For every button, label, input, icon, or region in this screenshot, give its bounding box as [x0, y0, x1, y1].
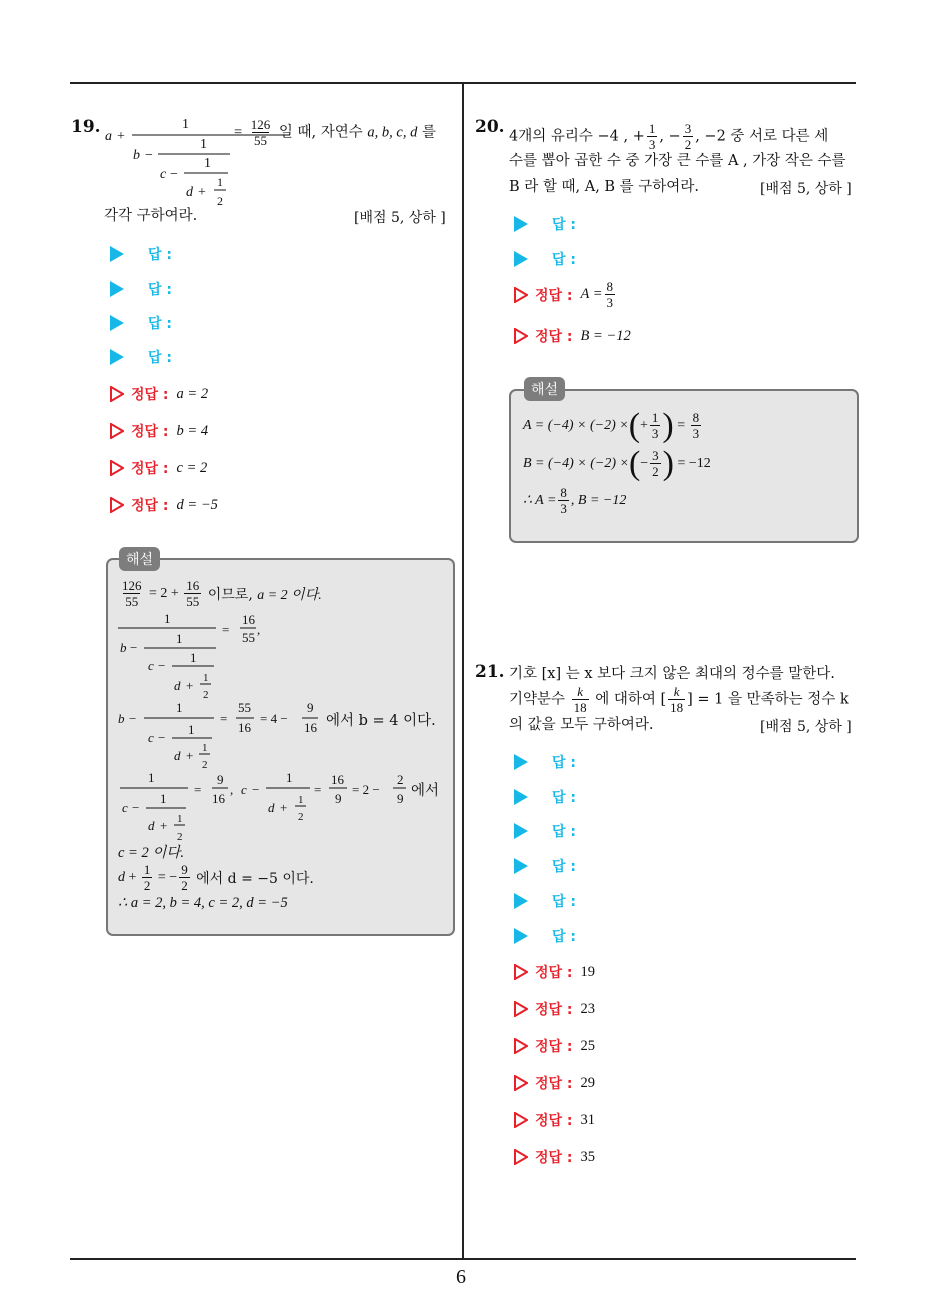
play-icon	[514, 789, 528, 805]
outline-triangle-icon	[514, 1075, 528, 1091]
svg-text:1: 1	[148, 770, 155, 785]
outline-triangle-icon	[514, 1112, 528, 1128]
svg-text:2: 2	[397, 772, 404, 787]
svg-text:1: 1	[176, 700, 183, 715]
q19-correct-4: 정답 : d = −5	[110, 495, 218, 515]
svg-text:2: 2	[202, 759, 208, 771]
svg-text:=: =	[194, 782, 202, 797]
q20-solution-line1: A = (−4) × (−2) × ( + $\frac{1}{3}$ ) = $\frac{8}{3}$	[523, 406, 700, 444]
play-icon	[110, 281, 124, 297]
svg-text:1: 1	[188, 722, 195, 737]
svg-text:= 2 −: = 2 −	[352, 782, 380, 797]
q19-line2: 각각 구하여라.	[104, 208, 198, 224]
q21-answer-slot-5[interactable]: 답 :	[514, 891, 576, 911]
q19-solution-line2	[114, 610, 274, 705]
svg-text:d: d	[186, 185, 193, 200]
play-icon	[110, 315, 124, 331]
svg-text:c: c	[148, 658, 154, 673]
q21-correct-1: 정답 : 19	[514, 962, 595, 982]
q20-correct-1: 정답 : A = $\frac{8}{3}$	[514, 279, 617, 310]
svg-text:−: −	[158, 658, 166, 673]
svg-text:2: 2	[177, 831, 183, 843]
svg-text:1: 1	[217, 175, 223, 189]
outline-triangle-icon	[110, 423, 124, 439]
q19-solution-line5: c = 2 이다.	[118, 845, 184, 861]
svg-text:−: −	[145, 148, 153, 163]
play-icon	[514, 251, 528, 267]
play-icon	[514, 216, 528, 232]
q20-line3: B 라 할 때, A, B 를 구하여라.	[509, 179, 699, 195]
svg-text:1: 1	[160, 791, 167, 806]
svg-text:b: b	[118, 711, 125, 726]
outline-triangle-icon	[514, 964, 528, 980]
q21-correct-4: 정답 : 29	[514, 1073, 595, 1093]
svg-text:=: =	[220, 711, 228, 726]
q21-answer-slot-6[interactable]: 답 :	[514, 926, 576, 946]
q21-correct-6: 정답 : 35	[514, 1147, 595, 1167]
svg-text:−: −	[170, 167, 178, 182]
q19-solution-line6: d + $\frac{1}{2}$ = − $\frac{9}{2}$ 에서 d = −5 이다.	[118, 862, 314, 893]
play-icon	[514, 754, 528, 770]
svg-text:d: d	[148, 818, 155, 833]
q21-correct-3: 정답 : 25	[514, 1036, 595, 1056]
svg-text:+: +	[117, 129, 125, 144]
q20-score: [배점 5, 상하 ]	[760, 181, 852, 197]
bottom-rule	[70, 1258, 856, 1260]
svg-text:1: 1	[286, 770, 293, 785]
svg-text:d: d	[174, 678, 181, 693]
svg-text:−: −	[129, 711, 137, 726]
svg-text:16: 16	[242, 612, 255, 627]
svg-text:16: 16	[238, 720, 251, 735]
q21-answer-slot-1[interactable]: 답 :	[514, 752, 576, 772]
q20-solution-tag: 해설	[524, 377, 565, 401]
svg-text:,: ,	[257, 622, 261, 637]
q19-equals-fraction: = $\frac{126}{55}$ 일 때, 자연수 a, b, c, d 를	[234, 117, 436, 148]
svg-text:= 4 −: = 4 −	[260, 711, 288, 726]
svg-text:16: 16	[304, 720, 317, 735]
svg-text:c: c	[122, 800, 128, 815]
q20-solution-line2: B = (−4) × (−2) × ( − $\frac{3}{2}$ ) = −12	[523, 444, 711, 482]
fraction-126-55: $\frac{126}{55}$	[250, 117, 271, 148]
svg-text:1: 1	[202, 742, 208, 754]
svg-text:c: c	[148, 730, 154, 745]
play-icon	[514, 928, 528, 944]
q19-correct-2: 정답 : b = 4	[110, 421, 208, 441]
svg-text:d: d	[268, 800, 275, 815]
q19-answer-slot-4[interactable]: 답 :	[110, 347, 172, 367]
q21-score: [배점 5, 상하 ]	[760, 719, 852, 735]
play-icon	[514, 858, 528, 874]
svg-text:1: 1	[176, 631, 183, 646]
q21-answer-slot-4[interactable]: 답 :	[514, 856, 576, 876]
question-21-number: 21.	[475, 662, 505, 682]
q19-answer-slot-1[interactable]: 답 :	[110, 244, 172, 264]
q20-line1: 4개의 유리수 −4 , + $\frac{1}{3}$ , − $\frac{3}{2}$ , −2 중 서로 다른 세	[509, 121, 829, 152]
svg-text:b: b	[120, 640, 127, 655]
svg-text:9: 9	[397, 791, 404, 806]
svg-text:−: −	[252, 782, 260, 797]
outline-triangle-icon	[514, 287, 528, 303]
q21-answer-slot-2[interactable]: 답 :	[514, 787, 576, 807]
svg-text:9: 9	[307, 700, 314, 715]
svg-text:+: +	[160, 818, 168, 833]
svg-text:1: 1	[298, 794, 304, 806]
outline-triangle-icon	[514, 1149, 528, 1165]
question-19-number: 19.	[71, 117, 101, 137]
svg-text:−: −	[132, 800, 140, 815]
svg-text:9: 9	[217, 772, 224, 787]
q21-correct-2: 정답 : 23	[514, 999, 595, 1019]
svg-text:16: 16	[331, 772, 344, 787]
svg-text:55: 55	[238, 700, 251, 715]
svg-text:+: +	[186, 678, 194, 693]
svg-text:1: 1	[203, 672, 209, 684]
q19-solution-tag: 해설	[119, 547, 160, 571]
svg-text:+: +	[186, 748, 194, 763]
svg-text:=: =	[222, 622, 230, 637]
svg-text:d: d	[174, 748, 181, 763]
outline-triangle-icon	[514, 1001, 528, 1017]
q21-line3: 의 값을 모두 구하여라.	[509, 717, 654, 733]
q20-correct-2: 정답 : B = −12	[514, 326, 631, 346]
q19-solution-line3	[114, 698, 354, 778]
svg-text:9: 9	[335, 791, 342, 806]
q19-solution-line1: $\frac{126}{55}$ = 2 + $\frac{16}{55}$ 이므로, a = 2 이다.	[122, 578, 322, 609]
svg-text:−: −	[158, 730, 166, 745]
svg-text:c: c	[241, 782, 247, 797]
column-divider	[462, 83, 464, 1259]
q19-answer-slot-2[interactable]: 답 :	[110, 279, 172, 299]
svg-text:55: 55	[242, 630, 255, 645]
svg-text:1: 1	[182, 117, 189, 132]
q21-line1: 기호 [x] 는 x 보다 크지 않은 최대의 정수를 말한다.	[509, 666, 835, 682]
q19-solution-line4	[114, 770, 434, 850]
play-icon	[110, 246, 124, 262]
q20-line2: 수를 뽑아 곱한 수 중 가장 큰 수를 A , 가장 작은 수를	[509, 153, 846, 169]
svg-text:,: ,	[230, 782, 234, 797]
q20-answer-slot-1[interactable]: 답 :	[514, 214, 576, 234]
svg-text:−: −	[130, 640, 138, 655]
svg-text:+: +	[280, 800, 288, 815]
play-icon	[514, 823, 528, 839]
svg-text:1: 1	[177, 813, 183, 825]
svg-text:1: 1	[204, 156, 211, 171]
q19-correct-1: 정답 : a = 2	[110, 384, 208, 404]
play-icon	[514, 893, 528, 909]
outline-triangle-icon	[110, 497, 124, 513]
q21-correct-5: 정답 : 31	[514, 1110, 595, 1130]
q21-line2: 기약분수 $\frac{k}{18}$ 에 대하여 [ $\frac{k}{18}$ ] = 1 을 만족하는 정수 k	[509, 684, 849, 715]
svg-text:2: 2	[203, 689, 209, 701]
q20-solution-line3: ∴ A = $\frac{8}{3}$ , B = −12	[523, 485, 627, 516]
svg-text:2: 2	[217, 194, 223, 208]
q19-score: [배점 5, 상하 ]	[354, 210, 446, 226]
q20-answer-slot-2[interactable]: 답 :	[514, 249, 576, 269]
svg-text:1: 1	[200, 137, 207, 152]
svg-text:=: =	[314, 782, 322, 797]
q21-answer-slot-3[interactable]: 답 :	[514, 821, 576, 841]
outline-triangle-icon	[110, 460, 124, 476]
svg-text:16: 16	[212, 791, 225, 806]
svg-text:2: 2	[298, 811, 304, 823]
play-icon	[110, 349, 124, 365]
outline-triangle-icon	[514, 328, 528, 344]
svg-text:1: 1	[190, 650, 197, 665]
q19-correct-3: 정답 : c = 2	[110, 458, 207, 478]
svg-text:a: a	[105, 129, 112, 144]
q19-solution-line7: ∴ a = 2, b = 4, c = 2, d = −5	[118, 895, 288, 911]
q19-solution-line4-text: 에서	[411, 783, 440, 799]
svg-text:+: +	[198, 185, 206, 200]
page-number: 6	[456, 1266, 466, 1288]
svg-text:b: b	[133, 148, 140, 163]
outline-triangle-icon	[110, 386, 124, 402]
svg-text:1: 1	[164, 611, 171, 626]
question-20-number: 20.	[475, 117, 505, 137]
outline-triangle-icon	[514, 1038, 528, 1054]
q19-answer-slot-3[interactable]: 답 :	[110, 313, 172, 333]
q19-solution-line3-text: 에서 b = 4 이다.	[326, 713, 436, 729]
svg-text:c: c	[160, 167, 167, 182]
